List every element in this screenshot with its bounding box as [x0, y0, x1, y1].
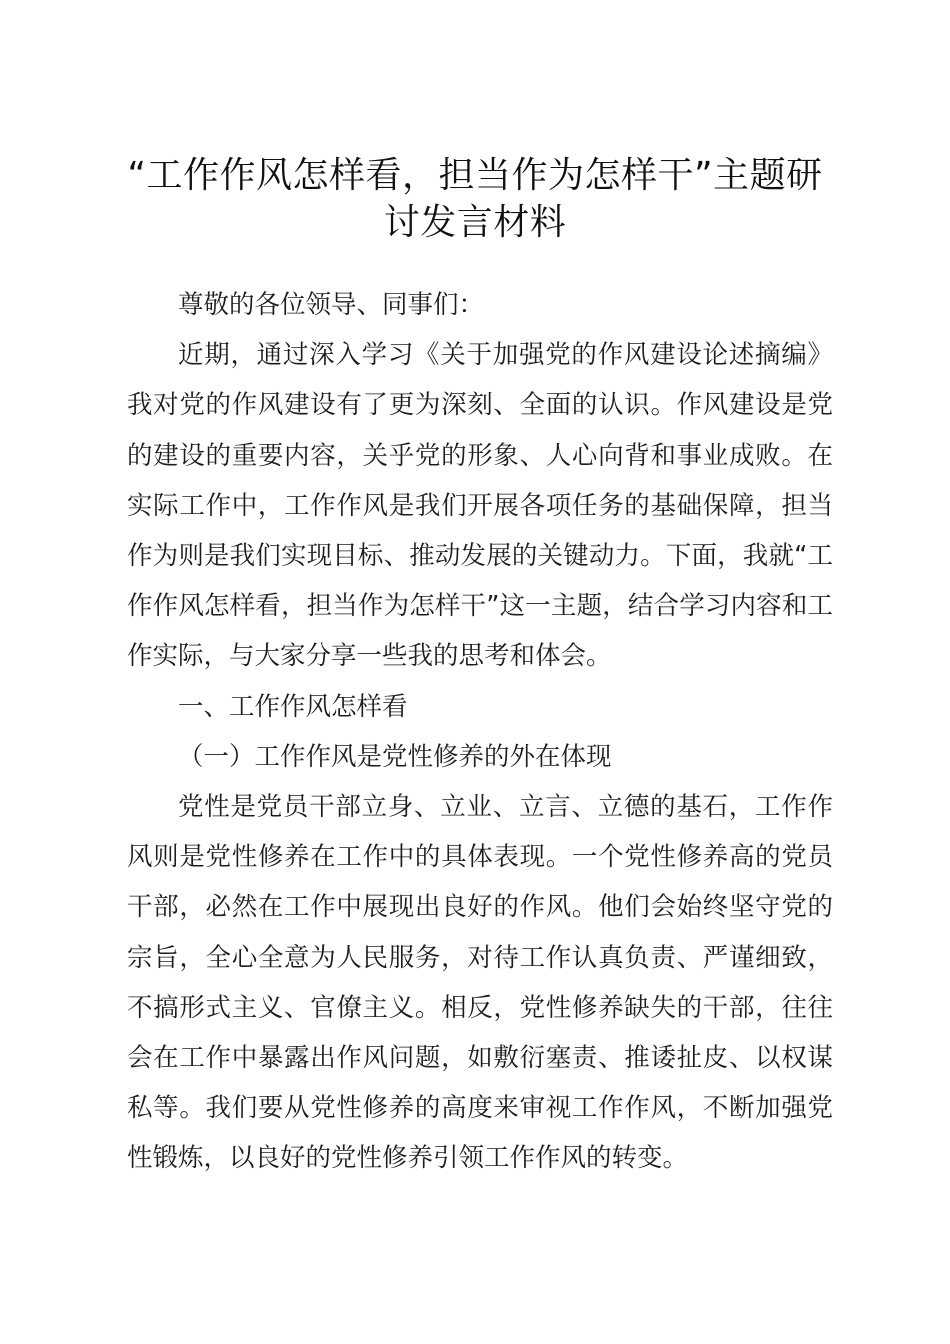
intro-paragraph: 近期，通过深入学习《关于加强党的作风建设论述摘编》我对党的作风建设有了更为深刻、全面的认识。作风建设是党的建设的重要内容，关乎党的形象、人心向背和事业成败。在实际工作中，工作作风是我们开展各项任务的基础保障，担当作为则是我们实现目标、推动发展的关键动力。下面，我就“工作作风怎样看，担当作为怎样干”这一主题，结合学习内容和工作实际，与大家分享一些我的思考和体会。 — [127, 340, 833, 672]
salutation: 尊敬的各位领导、同事们： — [178, 290, 485, 320]
document-body — [127, 280, 833, 1184]
section-heading: 一、工作作风怎样看 — [178, 691, 408, 722]
document-title: “工作作风怎样看，担当作为怎样干”主题研讨发言材料 — [127, 155, 823, 243]
body-paragraph: 党性是党员干部立身、立业、立言、立德的基石，工作作风则是党性修养在工作中的具体表现。一个党性修养高的党员干部，必然在工作中展现出良好的作风。他们会始终坚守党的宗旨，全心全意为人民服务，对待工作认真负责、严谨细致，不搞形式主义、官僚主义。相反，党性修养缺失的干部，往往会在工作中暴露出作风问题，如敷衍塞责、推诿扯皮、以权谋私等。我们要从党性修养的高度来审视工作作风，不断加强党性锻炼，以良好的党性修养引领工作作风的转变。 — [127, 792, 833, 1174]
subsection-heading: （一）工作作风是党性修养的外在体现 — [178, 741, 612, 772]
